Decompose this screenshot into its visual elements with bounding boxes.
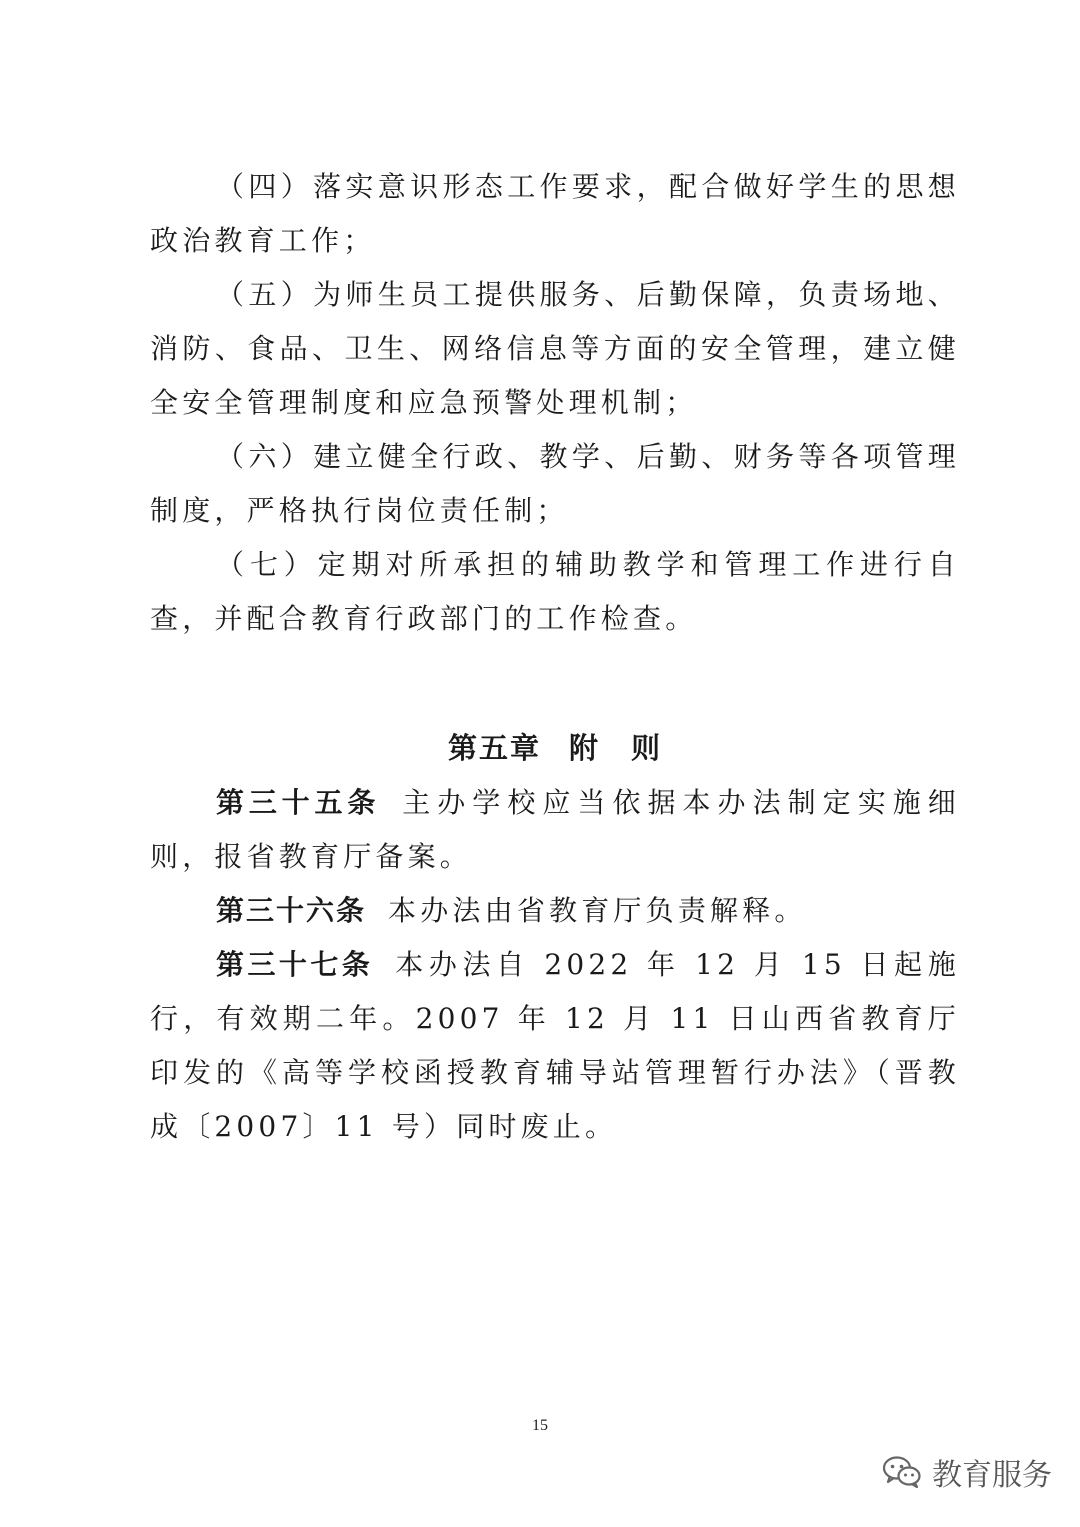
watermark-text: 教育服务: [932, 1458, 1052, 1493]
article-36: [150, 884, 960, 938]
chapter-heading: [150, 728, 960, 768]
paragraph-item-4: （四）落实意识形态工作要求，配合做好学生的思想政治教育工作；: [150, 170, 960, 257]
article-head: 第三十五条: [216, 786, 381, 819]
article-text: 本办法自 2022 年 12 月 15 日起施行，有效期二年。2007 年 12 月 11 日山西省教育厅印发的《高等学校函授教育辅导站管理暂行办法》（晋教成〔2007〕11 号）同时废止。: [150, 948, 960, 1143]
article-text: 本办法由省教育厅负责解释。: [388, 894, 807, 927]
article-35: [150, 776, 960, 884]
paragraph-item-6: （六）建立健全行政、教学、后勤、财务等各项管理制度，严格执行岗位责任制；: [150, 440, 960, 527]
chapter-number: 第五章: [447, 731, 541, 765]
paragraph-item-7: （七）定期对所承担的辅助教学和管理工作进行自查，并配合教育行政部门的工作检查。: [150, 548, 960, 635]
document-body: [150, 160, 960, 1154]
article-text: 主办学校应当依据本办法制定实施细则，报省教育厅备案。: [150, 786, 960, 873]
article-head: 第三十七条: [216, 948, 374, 981]
article-head: 第三十六条: [216, 894, 367, 927]
chapter-title: 附 则: [569, 731, 663, 765]
article-37: [150, 938, 960, 1154]
watermark: [882, 1450, 1052, 1494]
page-number: 15: [532, 1417, 548, 1434]
wechat-icon: [882, 1455, 922, 1489]
paragraph-item-5: （五）为师生员工提供服务、后勤保障，负责场地、消防、食品、卫生、网络信息等方面的安全管理，建立健全安全管理制度和应急预警处理机制；: [150, 278, 960, 419]
